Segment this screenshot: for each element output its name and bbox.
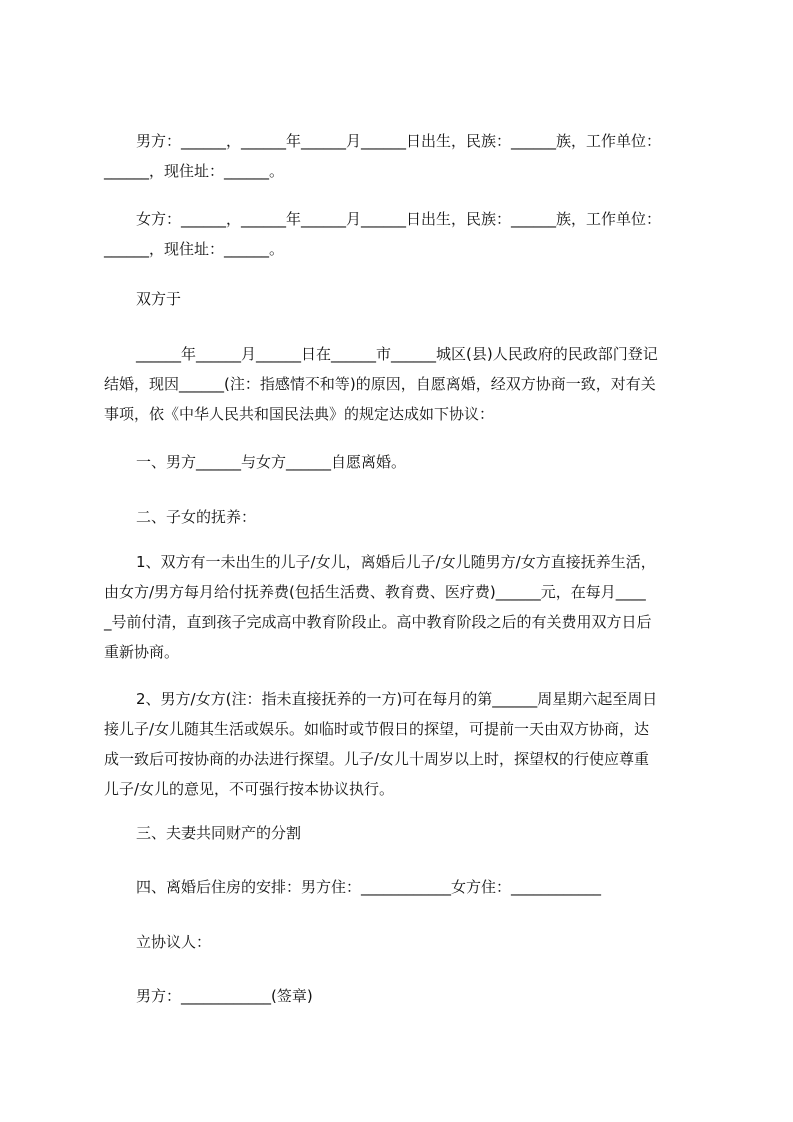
clause-2-2-paragraph	[104, 684, 704, 804]
clause-2-1-line-4: 重新协商。	[104, 643, 180, 661]
clause-1-paragraph	[104, 447, 704, 477]
clause-1-text: 一、男方______与女方______自愿离婚。	[136, 453, 407, 471]
clause-2-heading: 二、子女的抚养：	[136, 508, 257, 526]
marriage-registration-paragraph	[104, 339, 704, 429]
clause-2-2-line-3: 成一致后可按协商的办法进行探望。儿子/女儿十周岁以上时，探望权的行使应尊重	[104, 750, 650, 768]
clause-2-2-line-1: 2、男方/女方(注：指未直接抚养的一方)可在每月的第______周星期六起至周日	[136, 690, 658, 708]
clause-2-2-line-4: 儿子/女儿的意见，不可强行按本协议执行。	[104, 780, 395, 798]
clause-4-text: 四、离婚后住房的安排：男方住：____________女方住：____________	[136, 878, 602, 896]
marriage-registration-line-2: 结婚，现因______(注：指感情不和等)的原因，自愿离婚，经双方协商一致，对有关	[104, 375, 656, 393]
both-parties-text: 双方于	[136, 290, 182, 308]
male-signature-line: 男方：____________(签章)	[136, 987, 313, 1005]
marriage-registration-line-1: ______年______月______日在______市______城区(县)人民政府的民政部门登记	[136, 345, 658, 363]
male-info-line-1: 男方：______，______年______月______日出生，民族：______族，工作单位：	[136, 132, 662, 150]
clause-2-1-line-1: 1、双方有一未出生的儿子/女儿，离婚后儿子/女儿随男方/女方直接抚养生活，	[136, 553, 656, 571]
female-info-line-2: ______，现住址：______。	[104, 240, 285, 258]
both-parties-paragraph	[104, 284, 704, 314]
clause-2-1-line-3: _号前付清，直到孩子完成高中教育阶段止。高中教育阶段之后的有关费用双方日后	[104, 613, 652, 631]
male-signature-paragraph	[104, 981, 704, 1011]
clause-2-paragraph	[104, 502, 704, 532]
female-info-paragraph	[104, 204, 704, 264]
clause-2-2-line-2: 接儿子/女儿随其生活或娱乐。如临时或节假日的探望，可提前一天由双方协商，达	[104, 720, 650, 738]
clause-3-paragraph	[104, 818, 704, 848]
clause-2-1-paragraph	[104, 547, 704, 667]
signatories-heading: 立协议人：	[136, 933, 212, 951]
clause-4-paragraph	[104, 872, 704, 902]
female-info-line-1: 女方：______，______年______月______日出生，民族：______族，工作单位：	[136, 210, 662, 228]
signatories-paragraph	[104, 927, 704, 957]
male-info-line-2: ______，现住址：______。	[104, 162, 285, 180]
clause-3-heading: 三、夫妻共同财产的分割	[136, 824, 302, 842]
marriage-registration-line-3: 事项，依《中华人民共和国民法典》的规定达成如下协议：	[104, 405, 495, 423]
male-info-paragraph	[104, 126, 704, 186]
clause-2-1-line-2: 由女方/男方每月给付抚养费(包括生活费、教育费、医疗费)______元，在每月____	[104, 583, 646, 601]
